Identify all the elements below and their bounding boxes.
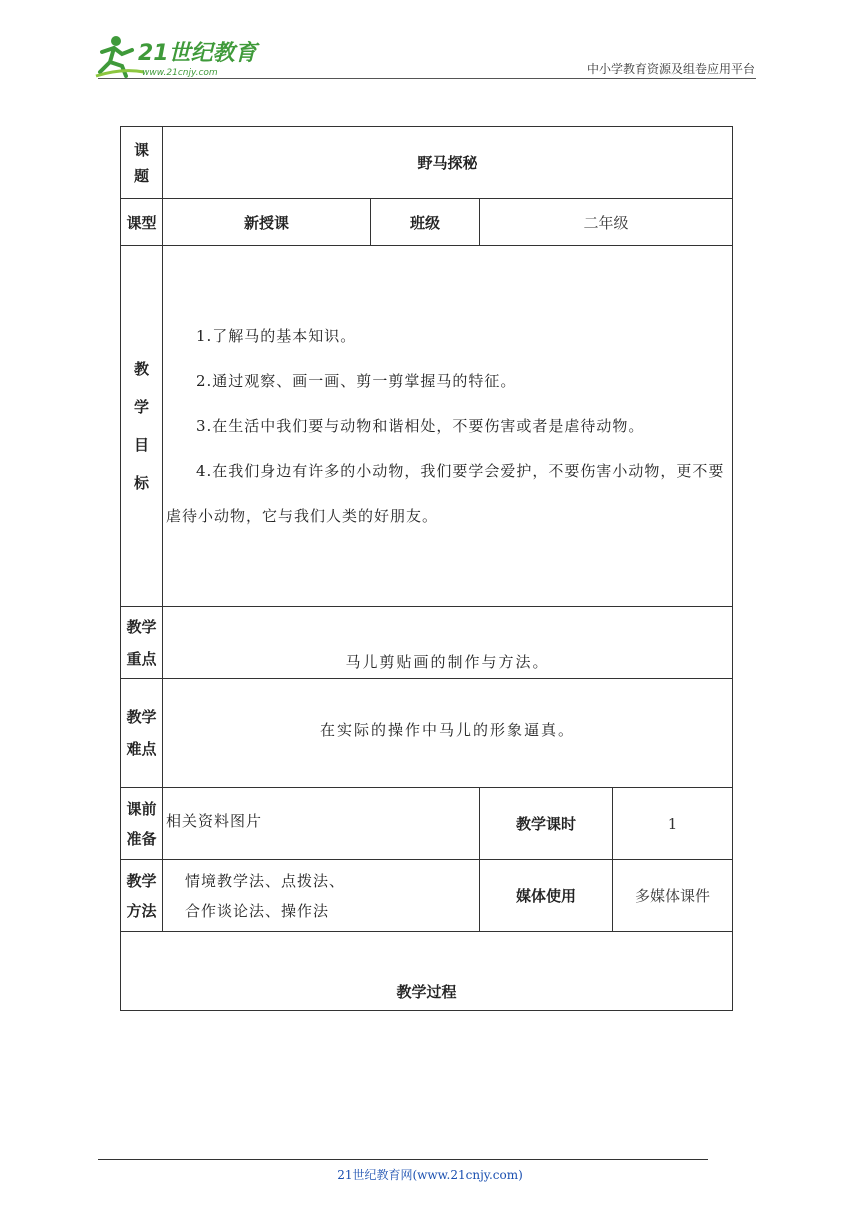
media-label: 媒体使用 (480, 860, 613, 932)
objective-item: 3.在生活中我们要与动物和谐相处，不要伤害或者是虐待动物。 (196, 416, 645, 435)
objective-item: 4.在我们身边有许多的小动物，我们要学会爱护，不要伤害小动物，更不要虐待小动物，它与我们人类的好朋友。 (166, 461, 725, 525)
class-value: 二年级 (480, 199, 733, 246)
method-label: 教学方法 (121, 860, 163, 932)
prep-value: 相关资料图片 (163, 788, 480, 860)
platform-title: 中小学教育资源及组卷应用平台 (586, 62, 755, 76)
logo-url: www.21cnjy.com (142, 68, 218, 78)
footer-link[interactable]: 21世纪教育网(www.21cnjy.com) (337, 1168, 523, 1182)
difficulty-label: 教学难点 (121, 679, 163, 788)
row-process (121, 932, 733, 1011)
topic-value: 野马探秘 (163, 127, 733, 199)
media-value: 多媒体课件 (613, 860, 733, 932)
page-header (0, 0, 860, 90)
method-line: 情境教学法、点拨法、 (185, 871, 346, 890)
runner-logo-icon (92, 32, 262, 80)
class-label: 班级 (371, 199, 480, 246)
objectives-label: 教学目标 (121, 246, 163, 607)
prep-label: 课前准备 (121, 788, 163, 860)
lesson-plan-table (120, 126, 733, 1011)
topic-label: 课题 (121, 127, 163, 199)
site-logo[interactable] (92, 32, 262, 80)
type-label: 课型 (121, 199, 163, 246)
objective-item: 2.通过观察、画一画、剪一剪掌握马的特征。 (196, 371, 517, 390)
row-difficulty (121, 679, 733, 788)
method-line: 合作谈论法、操作法 (185, 901, 330, 920)
header-divider (98, 78, 756, 79)
row-methods (121, 860, 733, 932)
logo-wordmark: 21世纪教育 (138, 41, 257, 66)
objective-item: 1.了解马的基本知识。 (196, 326, 357, 345)
difficulty-value: 在实际的操作中马儿的形象逼真。 (163, 679, 733, 788)
method-values (163, 860, 480, 932)
row-topic (121, 127, 733, 199)
row-type (121, 199, 733, 246)
hours-label: 教学课时 (480, 788, 613, 860)
footer-divider (98, 1159, 708, 1160)
objectives-list (163, 246, 733, 607)
row-objectives (121, 246, 733, 607)
row-key-point (121, 607, 733, 679)
process-heading: 教学过程 (121, 932, 733, 1011)
type-value: 新授课 (163, 199, 371, 246)
hours-value: 1 (613, 788, 733, 860)
key-point-value: 马儿剪贴画的制作与方法。 (163, 607, 733, 679)
key-point-label: 教学重点 (121, 607, 163, 679)
row-preparation (121, 788, 733, 860)
